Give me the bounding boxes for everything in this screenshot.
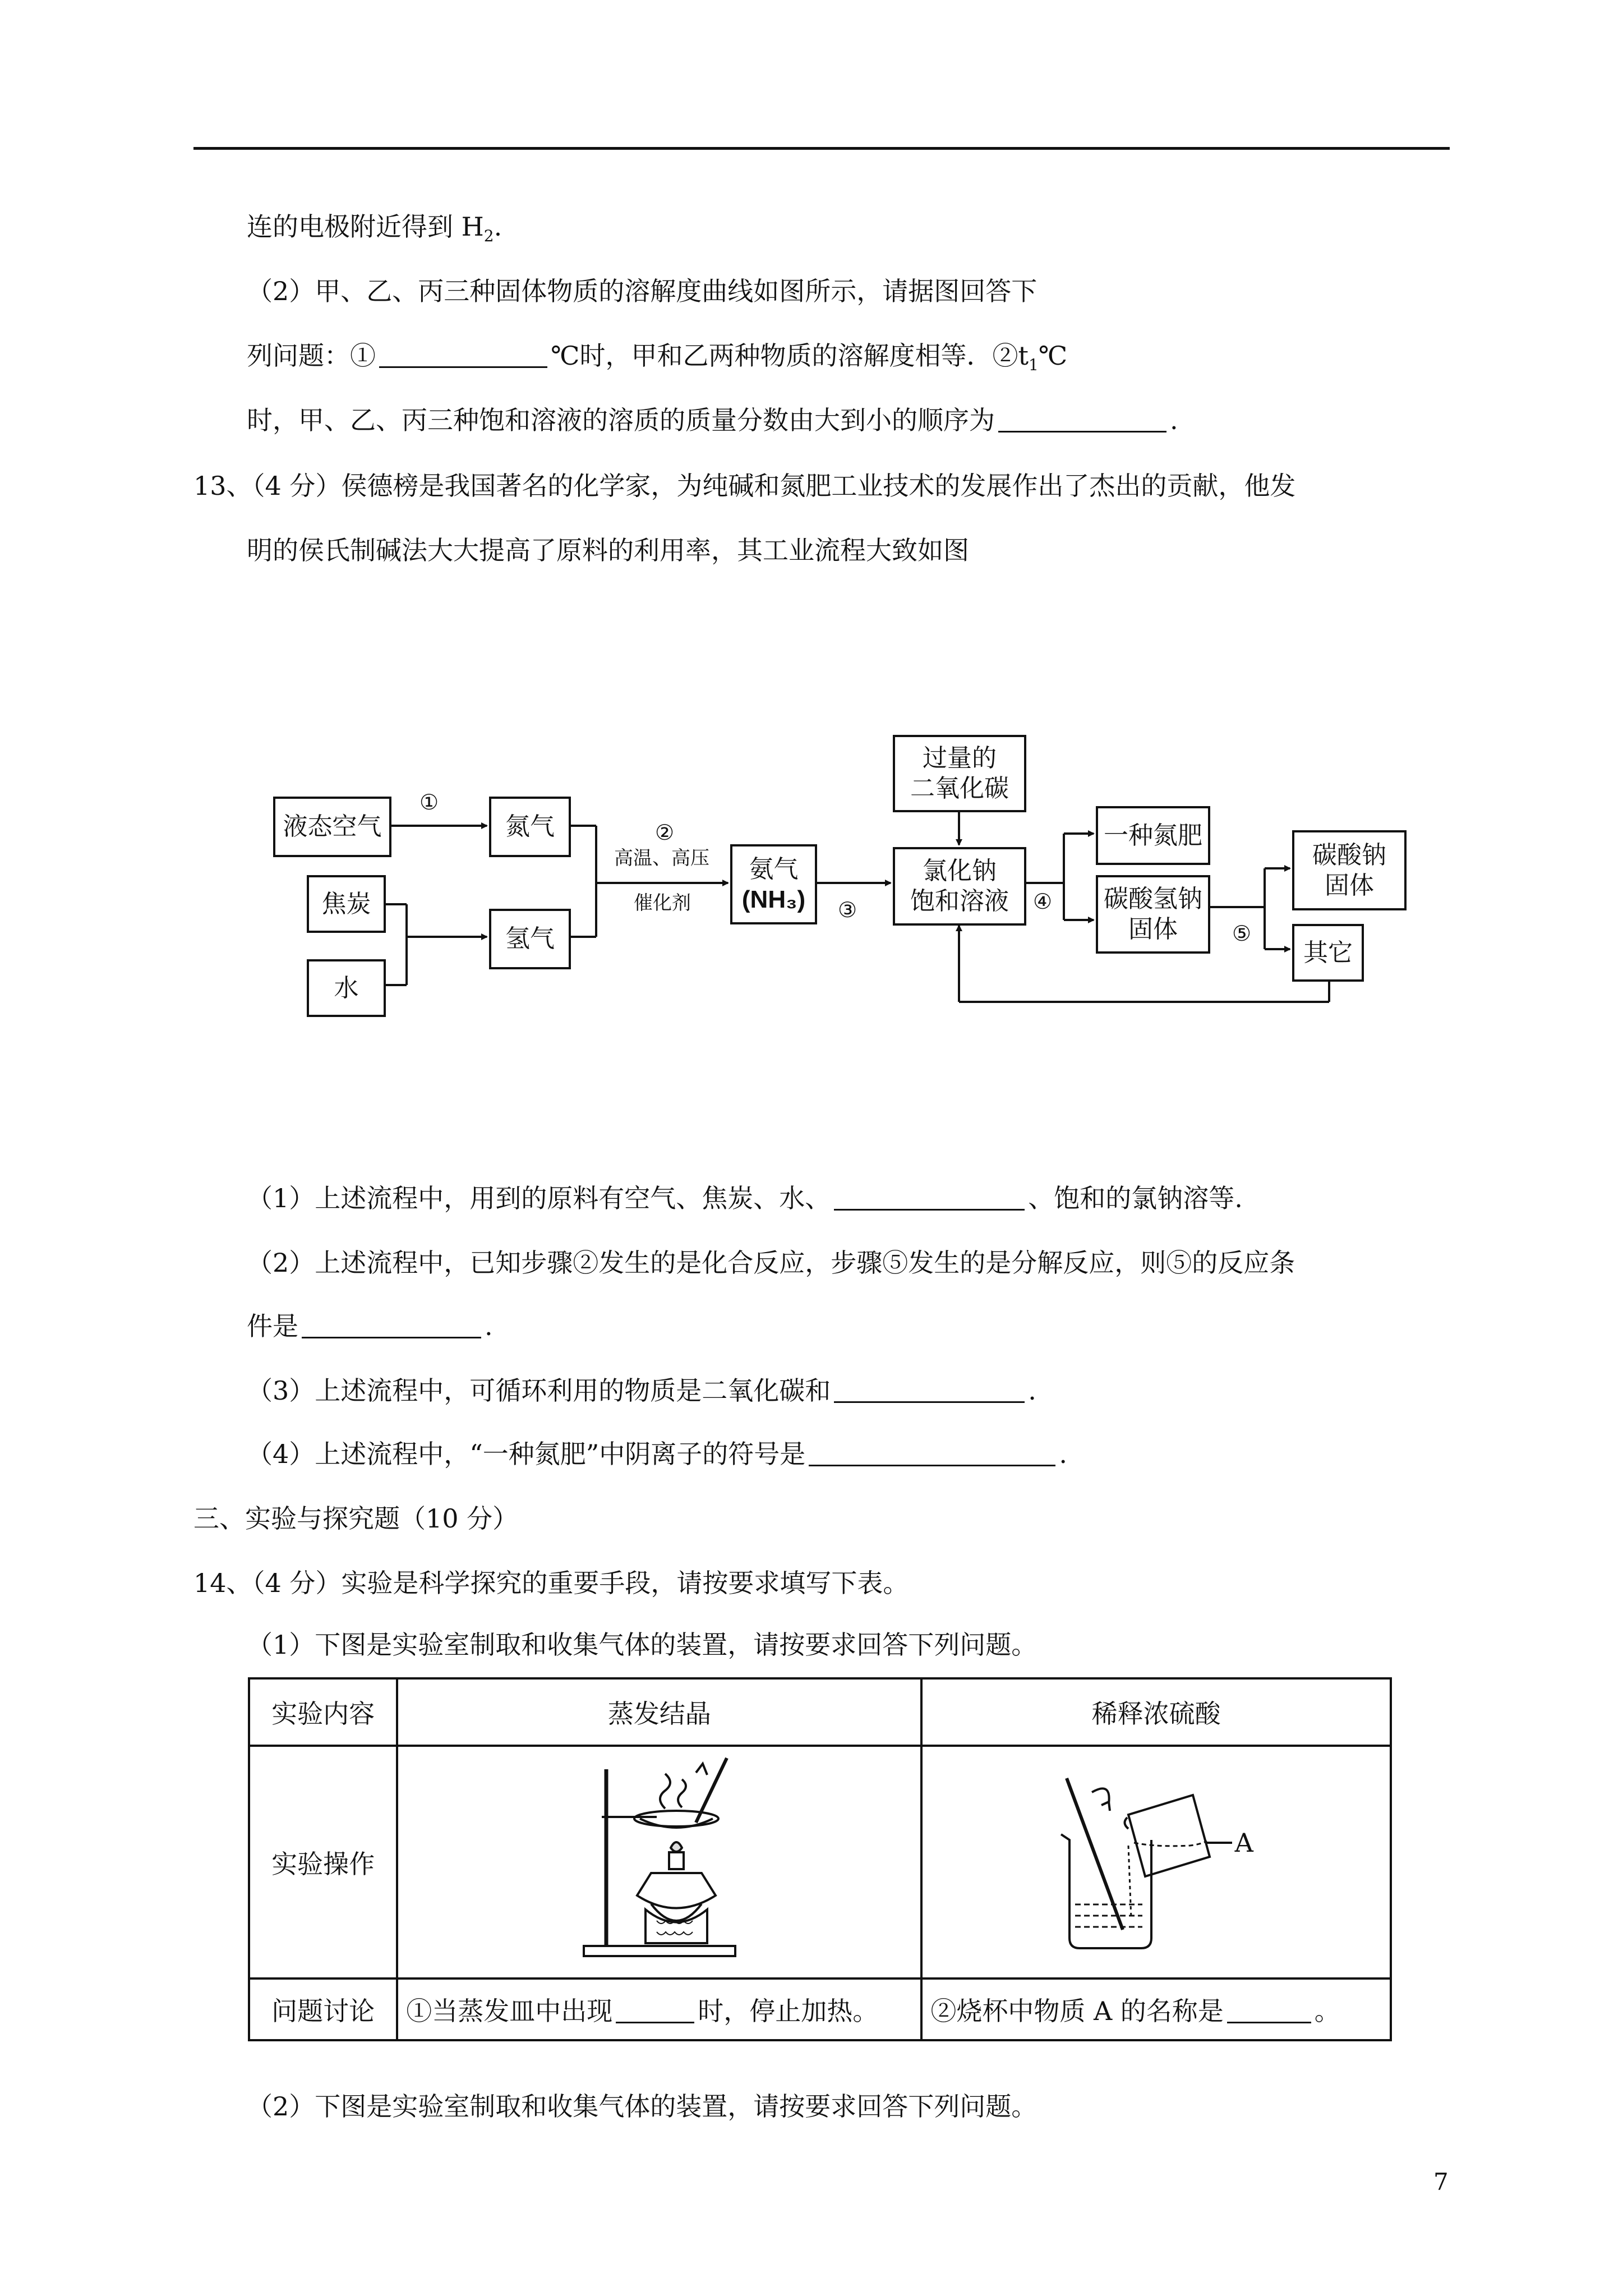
table-header-evaporation: 蒸发结晶 (397, 1678, 921, 1746)
ammonia-formula: (NH₃) (741, 885, 806, 913)
experiment-table (248, 1677, 1392, 2041)
q13-3-text: （3）上述流程中，可循环利用的物质是二氧化碳和 (247, 1375, 831, 1406)
flow-box-nitrogen: 氮气 (489, 797, 571, 857)
q13-4-period: . (1059, 1439, 1067, 1469)
line1-period: . (494, 211, 502, 242)
flow-box-other: 其它 (1292, 924, 1364, 982)
flow-box-na2co3 (1292, 830, 1407, 910)
nacl-label-1: 氯化钠 (923, 857, 997, 885)
question-13-2-line-1: （2）上述流程中，已知步骤②发生的是化合反应，步骤⑤发生的是分解反应，则⑤的反应条 (247, 1248, 1295, 1278)
discussion-q2-text: ②烧杯中物质 A 的名称是 (930, 1996, 1224, 2026)
section-3-heading: 三、实验与探究题（10 分） (193, 1503, 519, 1534)
answer-blank-q13-1[interactable] (834, 1183, 1025, 1211)
question-13-2-line-2 (247, 1309, 493, 1343)
line1-text: 连的电极附近得到 H (247, 211, 484, 242)
ammonia-label: 氨气 (749, 854, 799, 884)
flow-box-excess-co2 (893, 735, 1026, 812)
step-3-label: ③ (838, 898, 857, 922)
discussion-q2-suffix: 。 (1314, 1996, 1340, 2026)
q13-2-period: . (485, 1311, 493, 1341)
t1-subscript: 1 (1028, 356, 1039, 374)
q13-1-text: （1）上述流程中，用到的原料有空气、焦炭、水、 (247, 1183, 831, 1213)
question-13-line-2: 明的侯氏制碱法大大提高了原料的利用率，其工业流程大致如图 (247, 535, 969, 565)
table-discussion-label: 问题讨论 (249, 1978, 397, 2040)
table-header-content: 实验内容 (249, 1678, 397, 1746)
discussion-q1-suffix: 时，停止加热。 (698, 1996, 879, 2026)
q13-2-text: 件是 (247, 1311, 298, 1341)
line3-prefix: 列问题：① (247, 341, 376, 371)
flow-box-water: 水 (307, 959, 386, 1017)
answer-blank-evaporation[interactable] (616, 1996, 694, 2023)
text-line-2: （2）甲、乙、丙三种固体物质的溶解度曲线如图所示，请据图回答下 (247, 276, 1038, 306)
step-2-condition-2: 催化剂 (634, 892, 691, 914)
q13-4-text: （4）上述流程中，“一种氮肥”中阴离子的符号是 (247, 1439, 806, 1469)
discussion-q1-text: ①当蒸发皿中出现 (406, 1996, 613, 2026)
line4-period: . (1170, 405, 1178, 435)
flow-box-fertilizer: 一种氮肥 (1096, 806, 1210, 865)
dilution-apparatus (1039, 1761, 1274, 1963)
substance-a-label: A (1234, 1827, 1253, 1858)
step-2-label: ② (655, 820, 675, 845)
nacl-label-2: 饱和溶液 (910, 887, 1009, 915)
dilution-apparatus-cell (921, 1746, 1391, 1978)
line3-middle: ℃时，甲和乙两种物质的溶解度相等．②t (551, 341, 1029, 371)
h2-subscript: 2 (483, 227, 494, 245)
step-5-label: ⑤ (1232, 921, 1252, 946)
q13-1-suffix: 、饱和的氯钠溶等. (1028, 1183, 1243, 1213)
question-13-3 (247, 1374, 1036, 1407)
table-discussion-row (249, 1978, 1391, 2040)
question-13-1 (247, 1181, 1243, 1215)
flow-box-liquid-air: 液态空气 (273, 797, 391, 857)
table-header-row (249, 1678, 1391, 1746)
discussion-q1 (397, 1978, 921, 2040)
evaporation-apparatus-illustration (567, 1752, 752, 1966)
line3-suffix: ℃ (1038, 341, 1068, 371)
question-14-1: （1）下图是实验室制取和收集气体的装置，请按要求回答下列问题。 (247, 1630, 1038, 1660)
flow-box-nahco3 (1096, 875, 1210, 954)
answer-blank-q13-4[interactable] (809, 1439, 1055, 1466)
q13-3-period: . (1028, 1375, 1036, 1406)
flow-box-nacl-solution (893, 847, 1026, 926)
page-number: 7 (1433, 2168, 1449, 2196)
flow-box-ammonia (730, 844, 817, 924)
nahco3-label-2: 固体 (1128, 915, 1178, 944)
co2-label-1: 过量的 (923, 744, 997, 772)
table-header-dilution: 稀释浓硫酸 (921, 1678, 1391, 1746)
step-1-label: ① (419, 790, 439, 815)
flow-box-coke: 焦炭 (307, 875, 386, 933)
discussion-q2 (921, 1978, 1391, 2040)
question-14-2: （2）下图是实验室制取和收集气体的装置，请按要求回答下列问题。 (247, 2091, 1038, 2122)
evaporation-apparatus-cell (397, 1746, 921, 1978)
line4-text: 时，甲、乙、丙三种饱和溶液的溶质的质量分数由大到小的顺序为 (247, 405, 995, 435)
nahco3-label-1: 碳酸氢钠 (1104, 885, 1202, 913)
flow-box-hydrogen: 氢气 (489, 909, 571, 969)
question-14: 14、（4 分）实验是科学探究的重要手段，请按要求填写下表。 (193, 1568, 909, 1598)
na2co3-label-1: 碳酸钠 (1312, 840, 1386, 869)
answer-blank-q13-2[interactable] (302, 1311, 481, 1338)
answer-blank-substance-a[interactable] (1227, 1996, 1311, 2023)
table-operation-row (249, 1746, 1391, 1978)
answer-blank-q13-3[interactable] (834, 1375, 1025, 1403)
na2co3-label-2: 固体 (1325, 871, 1374, 900)
step-4-label: ④ (1033, 889, 1053, 914)
question-13-line-1: 13、（4 分）侯德榜是我国著名的化学家，为纯碱和氮肥工业技术的发展作出了杰出的贡献，他发 (193, 471, 1296, 501)
step-2-condition-1: 高温、高压 (614, 847, 709, 869)
question-13-4 (247, 1437, 1067, 1471)
co2-label-2: 二氧化碳 (910, 774, 1009, 803)
table-operation-label: 实验操作 (249, 1746, 397, 1978)
dilution-apparatus-illustration (1039, 1761, 1274, 1963)
